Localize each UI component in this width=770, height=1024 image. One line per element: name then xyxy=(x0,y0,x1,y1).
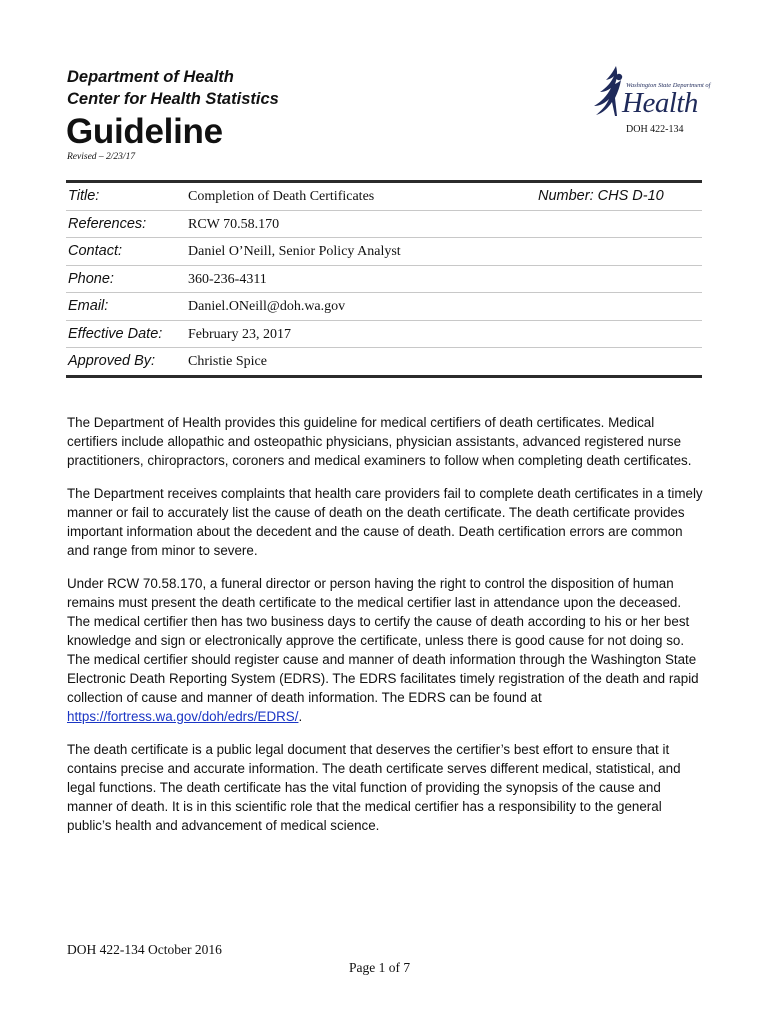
info-row-references xyxy=(66,211,702,239)
title-value: Completion of Death Certificates xyxy=(188,189,375,204)
department-name: Department of Health xyxy=(67,68,234,86)
header-department-block xyxy=(67,66,279,110)
approved-by-label: Approved By: xyxy=(68,353,156,369)
contact-value: Daniel O’Neill, Senior Policy Analyst xyxy=(188,244,401,259)
logo-wordmark: Health xyxy=(622,87,698,119)
edrs-link[interactable]: https://fortress.wa.gov/doh/edrs/EDRS/ xyxy=(67,709,299,724)
footer-page-number: Page 1 of 7 xyxy=(349,960,411,975)
info-row-email xyxy=(66,293,702,321)
info-table xyxy=(66,180,702,378)
document-number: DOH 422-134 xyxy=(626,124,684,135)
info-row-phone xyxy=(66,266,702,294)
email-value: Daniel.ONeill@doh.wa.gov xyxy=(188,299,346,314)
paragraph-2: The Department receives complaints that health care providers fail to complete death certificates in a timely manner or fail to accurately list the cause of death on the death certificate. The death certificate provides important information about the decedent and the cause of death. Death certification errors are common and range from minor to severe. xyxy=(67,486,703,558)
logo-subtitle: Washington State Department of xyxy=(626,82,711,89)
body-text xyxy=(67,413,707,849)
paragraph-3-text: Under RCW 70.58.170, a funeral director or person having the right to control the disposition of human remains must present the death certificate to the medical certifier last in attendance upon the deceased. The medical certifier then has two business days to certify the cause of death according to his or her best knowledge and sign or electronically approve the certificate, unless there is good cause for not doing so. The medical certifier should register cause and manner of death information through the Washington State Electronic Death Reporting System (EDRS). The EDRS facilitates timely registration of the death and rapid collection of cause and manner of death information. The EDRS can be found at xyxy=(67,576,699,705)
approved-by-value: Christie Spice xyxy=(188,354,267,369)
title-label: Title: xyxy=(68,188,100,204)
guideline-number: Number: CHS D-10 xyxy=(538,188,664,204)
references-value: RCW 70.58.170 xyxy=(188,216,280,232)
references-label: References: xyxy=(68,215,147,232)
paragraph-3 xyxy=(67,574,707,726)
document-title: Guideline xyxy=(66,112,223,151)
contact-label: Contact: xyxy=(68,243,122,259)
phone-label: Phone: xyxy=(68,270,114,287)
info-row-effective-date xyxy=(66,321,702,349)
center-name: Center for Health Statistics xyxy=(67,90,279,108)
info-row-contact xyxy=(66,238,702,266)
revised-date: Revised – 2/23/17 xyxy=(67,152,136,162)
effective-date-value: February 23, 2017 xyxy=(188,326,292,342)
email-label: Email: xyxy=(68,298,109,314)
paragraph-4: The death certificate is a public legal document that deserves the certifier’s best effort to ensure that it contains precise and accurate information. The death certificate serves different medical, statistical, and legal functions. The death certificate has the vital function of providing the synopsis of the cause and manner of death. It is in this scientific role that the medical certifier has a responsibility to the general public’s health and advancement of medical science. xyxy=(67,742,681,833)
phone-value: 360-236-4311 xyxy=(188,271,267,287)
footer-document-date: DOH 422-134 October 2016 xyxy=(67,942,222,957)
info-row-title xyxy=(66,183,702,211)
effective-date-label: Effective Date: xyxy=(68,325,163,342)
info-row-approved-by xyxy=(66,348,702,375)
paragraph-1: The Department of Health provides this guideline for medical certifiers of death certificates. Medical certifiers include allopathic and osteopathic physicians, physician assistants, advanced registered nurse practitioners, chiropractors, coroners and medical examiners to follow when completing death certificates. xyxy=(67,415,692,468)
paragraph-3-end: . xyxy=(298,709,303,724)
